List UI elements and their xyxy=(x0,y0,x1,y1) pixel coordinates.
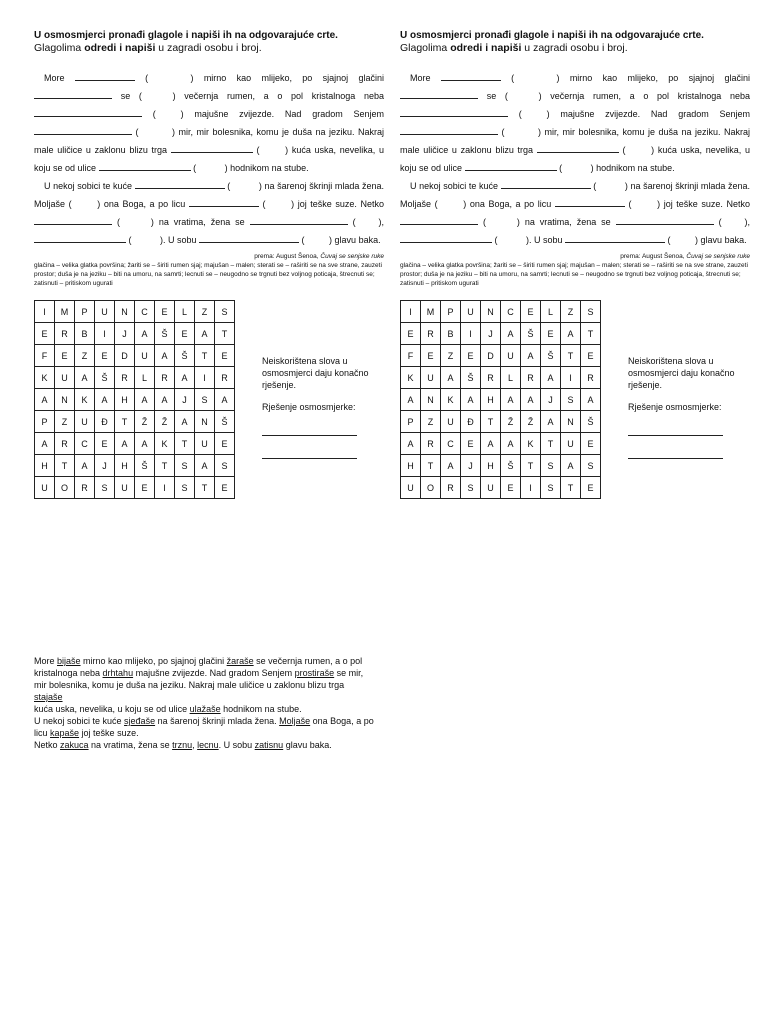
grid-cell[interactable]: O xyxy=(421,477,441,499)
grid-cell[interactable]: L xyxy=(135,367,155,389)
grid-cell[interactable]: R xyxy=(521,367,541,389)
solution-line-2[interactable] xyxy=(628,444,723,459)
word-search-area xyxy=(34,300,384,500)
grid-cell[interactable]: E xyxy=(461,433,481,455)
grid-cell[interactable]: U xyxy=(401,477,421,499)
grid-cell[interactable]: J xyxy=(481,323,501,345)
solution-line-1[interactable] xyxy=(628,421,723,436)
grid-cell[interactable]: I xyxy=(401,301,421,323)
grid-cell[interactable]: N xyxy=(481,301,501,323)
grid-cell[interactable]: A xyxy=(441,455,461,477)
grid-row xyxy=(35,433,235,455)
grid-cell[interactable]: H xyxy=(481,455,501,477)
answer-blank[interactable] xyxy=(189,197,259,207)
grid-cell[interactable]: Z xyxy=(75,345,95,367)
grid-cell[interactable]: J xyxy=(115,323,135,345)
grid-cell[interactable]: Š xyxy=(541,345,561,367)
grid-cell[interactable]: U xyxy=(35,477,55,499)
grid-cell[interactable]: T xyxy=(195,345,215,367)
grid-cell[interactable]: A xyxy=(501,323,521,345)
grid-cell[interactable]: Š xyxy=(95,367,115,389)
grid-cell[interactable]: C xyxy=(441,433,461,455)
answer-blank[interactable] xyxy=(34,215,112,225)
answer-blank[interactable] xyxy=(537,143,619,153)
grid-cell[interactable]: B xyxy=(441,323,461,345)
grid-cell[interactable]: E xyxy=(401,323,421,345)
grid-cell[interactable]: E xyxy=(581,345,601,367)
grid-cell[interactable]: S xyxy=(561,389,581,411)
grid-cell[interactable]: R xyxy=(421,323,441,345)
grid-cell[interactable]: Z xyxy=(561,301,581,323)
grid-cell[interactable]: N xyxy=(195,411,215,433)
grid-cell[interactable]: R xyxy=(215,367,235,389)
grid-cell[interactable]: E xyxy=(461,345,481,367)
grid-cell[interactable]: A xyxy=(75,367,95,389)
grid-cell[interactable]: K xyxy=(521,433,541,455)
grid-cell[interactable]: U xyxy=(75,411,95,433)
grid-row xyxy=(401,477,601,499)
grid-row xyxy=(35,367,235,389)
grid-cell[interactable]: K xyxy=(75,389,95,411)
answer-blank[interactable] xyxy=(400,215,478,225)
grid-cell[interactable]: R xyxy=(115,367,135,389)
word-search-area xyxy=(400,300,750,500)
grid-cell[interactable]: M xyxy=(55,301,75,323)
grid-cell[interactable]: E xyxy=(501,477,521,499)
answer-blank[interactable] xyxy=(34,125,132,135)
grid-cell[interactable]: Š xyxy=(175,345,195,367)
answer-blank[interactable] xyxy=(400,107,508,117)
grid-cell[interactable]: T xyxy=(155,455,175,477)
grid-cell[interactable]: A xyxy=(175,411,195,433)
glossary: glačina – velika glatka površina; žariti se – širiti rumen sjaj; majušan – malen; sterati se – raširiti se na sve strane, zauzeti prostor; duša je na jeziku – biti na umoru, na samrti; lecnuti se – neugodno se trgnuti bez voljnog poticaja, štrecnuti se; zatisnuti – pritiskom ugurati xyxy=(400,262,748,287)
grid-cell[interactable]: N xyxy=(561,411,581,433)
grid-cell[interactable]: A xyxy=(95,389,115,411)
grid-cell[interactable]: K xyxy=(155,433,175,455)
grid-cell[interactable]: R xyxy=(55,323,75,345)
grid-cell[interactable]: L xyxy=(541,301,561,323)
grid-cell[interactable]: E xyxy=(581,433,601,455)
worksheet-subtitle: Glagolima odredi i napiši u zagradi osobu i broj. xyxy=(34,42,262,54)
grid-cell[interactable]: J xyxy=(175,389,195,411)
grid-cell[interactable]: E xyxy=(175,323,195,345)
answer-blank[interactable] xyxy=(99,161,191,171)
grid-cell[interactable]: Ž xyxy=(521,411,541,433)
grid-cell[interactable]: E xyxy=(95,345,115,367)
grid-cell[interactable]: U xyxy=(195,433,215,455)
grid-cell[interactable]: E xyxy=(155,301,175,323)
grid-cell[interactable]: A xyxy=(501,389,521,411)
grid-cell[interactable]: S xyxy=(581,455,601,477)
grid-cell[interactable]: Š xyxy=(501,455,521,477)
grid-cell[interactable]: U xyxy=(561,433,581,455)
solution-line-1[interactable] xyxy=(262,421,357,436)
grid-cell[interactable]: I xyxy=(95,323,115,345)
grid-cell[interactable]: L xyxy=(501,367,521,389)
grid-cell[interactable]: Đ xyxy=(95,411,115,433)
grid-cell[interactable]: A xyxy=(35,433,55,455)
grid-cell[interactable]: D xyxy=(481,345,501,367)
grid-cell[interactable]: R xyxy=(481,367,501,389)
grid-cell[interactable]: A xyxy=(501,433,521,455)
grid-cell[interactable]: A xyxy=(561,455,581,477)
grid-cell[interactable]: I xyxy=(35,301,55,323)
answer-blank[interactable] xyxy=(34,233,126,243)
word-search-grid xyxy=(400,300,601,499)
grid-cell[interactable]: I xyxy=(195,367,215,389)
grid-cell[interactable]: K xyxy=(401,367,421,389)
grid-row xyxy=(401,301,601,323)
grid-row xyxy=(401,389,601,411)
grid-cell[interactable]: B xyxy=(75,323,95,345)
grid-cell[interactable]: A xyxy=(155,345,175,367)
grid-cell[interactable]: T xyxy=(581,323,601,345)
grid-cell[interactable]: E xyxy=(215,345,235,367)
grid-cell[interactable]: D xyxy=(115,345,135,367)
grid-cell[interactable]: S xyxy=(461,477,481,499)
grid-cell[interactable]: J xyxy=(461,455,481,477)
grid-row xyxy=(401,455,601,477)
grid-cell[interactable]: T xyxy=(421,455,441,477)
grid-cell[interactable]: Ž xyxy=(135,411,155,433)
grid-cell[interactable]: U xyxy=(461,301,481,323)
grid-cell[interactable]: A xyxy=(35,389,55,411)
grid-cell[interactable]: R xyxy=(55,433,75,455)
grid-cell[interactable]: P xyxy=(75,301,95,323)
grid-instructions: Neiskorištena slova u osmosmjerci daju konačno rješenje. Rješenje osmosmjerke: xyxy=(628,355,748,459)
grid-cell[interactable]: N xyxy=(421,389,441,411)
grid-row xyxy=(35,389,235,411)
grid-cell[interactable]: Š xyxy=(135,455,155,477)
grid-cell[interactable]: U xyxy=(135,345,155,367)
grid-cell[interactable]: U xyxy=(481,477,501,499)
answer-blank[interactable] xyxy=(75,71,135,81)
grid-cell[interactable]: A xyxy=(581,389,601,411)
grid-row xyxy=(35,411,235,433)
grid-cell[interactable]: Š xyxy=(155,323,175,345)
grid-cell[interactable]: T xyxy=(55,455,75,477)
worksheet-subtitle: Glagolima odredi i napiši u zagradi osobu i broj. xyxy=(400,42,628,54)
grid-cell[interactable]: S xyxy=(95,477,115,499)
grid-cell[interactable]: Ž xyxy=(155,411,175,433)
grid-cell[interactable]: T xyxy=(481,411,501,433)
grid-row xyxy=(35,301,235,323)
grid-cell[interactable]: T xyxy=(521,455,541,477)
grid-cell[interactable]: H xyxy=(115,389,135,411)
grid-row xyxy=(401,367,601,389)
answer-blank[interactable] xyxy=(400,89,478,99)
worksheet-left xyxy=(34,30,384,500)
answer-blank[interactable] xyxy=(400,233,492,243)
grid-cell[interactable]: O xyxy=(55,477,75,499)
grid-cell[interactable]: A xyxy=(215,389,235,411)
grid-cell[interactable]: P xyxy=(35,411,55,433)
grid-cell[interactable]: F xyxy=(35,345,55,367)
grid-cell[interactable]: A xyxy=(401,389,421,411)
worksheet-title: U osmosmjerci pronađi glagole i napiši ih na odgovarajuće crte. xyxy=(400,30,704,41)
grid-cell[interactable]: Š xyxy=(461,367,481,389)
grid-cell[interactable]: S xyxy=(581,301,601,323)
word-search-grid xyxy=(34,300,235,499)
grid-cell[interactable]: E xyxy=(135,477,155,499)
grid-cell[interactable]: E xyxy=(55,345,75,367)
grid-cell[interactable]: A xyxy=(195,455,215,477)
grid-cell[interactable]: E xyxy=(215,477,235,499)
answer-blank[interactable] xyxy=(565,233,665,243)
grid-cell[interactable]: C xyxy=(135,301,155,323)
grid-cell[interactable]: S xyxy=(195,389,215,411)
grid-cell[interactable]: E xyxy=(541,323,561,345)
grid-cell[interactable]: A xyxy=(541,411,561,433)
grid-cell[interactable]: A xyxy=(441,367,461,389)
grid-cell[interactable]: A xyxy=(401,433,421,455)
grid-cell[interactable]: I xyxy=(461,323,481,345)
answer-blank[interactable] xyxy=(465,161,557,171)
grid-cell[interactable]: R xyxy=(421,433,441,455)
grid-cell[interactable]: T xyxy=(115,411,135,433)
grid-cell[interactable]: U xyxy=(115,477,135,499)
answer-blank[interactable] xyxy=(441,71,501,81)
exercise-text: More ( ) mirno kao mlijeko, po sjajnoj glačini se ( ) večernja rumen, a o pol kristalnoga neba ( ) majušne zvijezde. Nad gradom Senjem ( ) mir, mir bolesnika, komu je duša na jeziku. Nakraj male uličice u zaklonu blizu trga ( ) kuća uska, nevelika, u koju se od ulice ( ) hodnikom na stube. U nekoj sobici te kuće ( ) na šarenoj škrinji mlada žena. Moljaše ( ) ona Boga, a po licu ( ) joj teške suze. Netko ( ) na vratima, žena se ( ), ( ). U sobu ( ) glavu baka. xyxy=(400,73,751,245)
grid-row xyxy=(401,433,601,455)
source-citation: prema: August Šenoa, Čuvaj se senjske ruke xyxy=(254,253,384,260)
answer-blank[interactable] xyxy=(34,107,142,117)
grid-cell[interactable]: T xyxy=(195,477,215,499)
grid-cell[interactable]: A xyxy=(561,323,581,345)
grid-cell[interactable]: U xyxy=(441,411,461,433)
grid-cell[interactable]: Ž xyxy=(501,411,521,433)
grid-row xyxy=(35,455,235,477)
glossary: glačina – velika glatka površina; žariti se – širiti rumen sjaj; majušan – malen; sterati se – raširiti se na sve strane, zauzeti prostor; duša je na jeziku – biti na umoru, na samrti; lecnuti se – neugodno se trgnuti bez voljnog poticaja, štrecnuti se; zatisnuti – pritiskom ugurati xyxy=(34,262,382,287)
grid-cell[interactable]: T xyxy=(561,345,581,367)
grid-cell[interactable]: S xyxy=(541,477,561,499)
grid-cell[interactable]: E xyxy=(215,433,235,455)
source-citation: prema: August Šenoa, Čuvaj se senjske ruke xyxy=(620,253,750,260)
grid-cell[interactable]: S xyxy=(175,477,195,499)
grid-cell[interactable]: A xyxy=(195,323,215,345)
grid-cell[interactable]: Š xyxy=(521,323,541,345)
grid-cell[interactable]: E xyxy=(581,477,601,499)
grid-cell[interactable]: C xyxy=(501,301,521,323)
grid-cell[interactable]: R xyxy=(441,477,461,499)
solution-line-2[interactable] xyxy=(262,444,357,459)
worksheet-title: U osmosmjerci pronađi glagole i napiši ih na odgovarajuće crte. xyxy=(34,30,338,41)
answer-blank[interactable] xyxy=(171,143,253,153)
grid-cell[interactable]: U xyxy=(501,345,521,367)
answer-key: More bijaše mirno kao mlijeko, po sjajnoj glačini žaraše se večernja rumen, a o pol kristalnoga neba drhtahu majušne zvijezde. Nad gradom Senjem prostiraše se mir, mir bolesnika, komu je duša na jeziku. Nakraj male uličice u zaklonu blizu trga stajaše kuća uska, nevelika, u koju se od ulice ulažaše hodnikom na stube. U nekoj sobici te kuće sjeđaše na šarenoj škrinji mlada žena. Moljaše ona Boga, a po licu kapaše joj teške suze. Netko zakuca na vratima, žena se trznu, lecnu. U sobu zatisnu glavu baka. xyxy=(34,656,374,750)
grid-cell[interactable]: J xyxy=(95,455,115,477)
grid-cell[interactable]: Z xyxy=(55,411,75,433)
grid-cell[interactable]: K xyxy=(35,367,55,389)
grid-cell[interactable]: Z xyxy=(441,345,461,367)
grid-cell[interactable]: A xyxy=(135,389,155,411)
grid-cell[interactable]: L xyxy=(175,301,195,323)
grid-cell[interactable]: E xyxy=(35,323,55,345)
grid-cell[interactable]: E xyxy=(421,345,441,367)
grid-cell[interactable]: C xyxy=(75,433,95,455)
grid-cell[interactable]: A xyxy=(541,367,561,389)
grid-instructions: Neiskorištena slova u osmosmjerci daju konačno rješenje. Rješenje osmosmjerke: xyxy=(262,355,382,459)
grid-cell[interactable]: M xyxy=(421,301,441,323)
answer-blank[interactable] xyxy=(616,215,714,225)
grid-cell[interactable]: A xyxy=(115,433,135,455)
grid-row xyxy=(35,345,235,367)
grid-cell[interactable]: Š xyxy=(581,411,601,433)
grid-cell[interactable]: I xyxy=(521,477,541,499)
grid-cell[interactable]: A xyxy=(155,389,175,411)
grid-cell[interactable]: A xyxy=(175,367,195,389)
grid-cell[interactable]: I xyxy=(561,367,581,389)
grid-cell[interactable]: R xyxy=(581,367,601,389)
grid-cell[interactable]: R xyxy=(75,477,95,499)
answer-blank[interactable] xyxy=(135,179,225,189)
grid-cell[interactable]: R xyxy=(155,367,175,389)
grid-cell[interactable]: A xyxy=(135,433,155,455)
grid-cell[interactable]: H xyxy=(35,455,55,477)
grid-cell[interactable]: H xyxy=(115,455,135,477)
grid-cell[interactable]: U xyxy=(421,367,441,389)
grid-cell[interactable]: S xyxy=(215,455,235,477)
grid-cell[interactable]: N xyxy=(55,389,75,411)
grid-cell[interactable]: Z xyxy=(421,411,441,433)
grid-cell[interactable]: Đ xyxy=(461,411,481,433)
grid-cell[interactable]: Z xyxy=(195,301,215,323)
grid-cell[interactable]: J xyxy=(541,389,561,411)
grid-cell[interactable]: S xyxy=(215,301,235,323)
worksheet-right xyxy=(400,30,750,500)
grid-cell[interactable]: F xyxy=(401,345,421,367)
grid-cell[interactable]: E xyxy=(521,301,541,323)
grid-cell[interactable]: K xyxy=(441,389,461,411)
grid-row xyxy=(35,323,235,345)
grid-cell[interactable]: U xyxy=(95,301,115,323)
grid-cell[interactable]: N xyxy=(115,301,135,323)
grid-row xyxy=(35,477,235,499)
grid-cell[interactable]: A xyxy=(481,433,501,455)
answer-blank[interactable] xyxy=(555,197,625,207)
grid-cell[interactable]: I xyxy=(155,477,175,499)
grid-cell[interactable]: A xyxy=(135,323,155,345)
answer-blank[interactable] xyxy=(199,233,299,243)
grid-cell[interactable]: A xyxy=(461,389,481,411)
grid-cell[interactable]: A xyxy=(521,389,541,411)
grid-cell[interactable]: A xyxy=(521,345,541,367)
answer-blank[interactable] xyxy=(34,89,112,99)
grid-cell[interactable]: T xyxy=(175,433,195,455)
grid-cell[interactable]: U xyxy=(55,367,75,389)
grid-row xyxy=(401,411,601,433)
grid-cell[interactable]: Š xyxy=(215,411,235,433)
grid-cell[interactable]: H xyxy=(481,389,501,411)
grid-cell[interactable]: P xyxy=(441,301,461,323)
grid-cell[interactable]: E xyxy=(95,433,115,455)
grid-cell[interactable]: A xyxy=(75,455,95,477)
answer-blank[interactable] xyxy=(501,179,591,189)
grid-cell[interactable]: T xyxy=(561,477,581,499)
grid-row xyxy=(401,323,601,345)
grid-cell[interactable]: P xyxy=(401,411,421,433)
answer-blank[interactable] xyxy=(400,125,498,135)
exercise-text: More ( ) mirno kao mlijeko, po sjajnoj glačini se ( ) večernja rumen, a o pol kristalnoga neba ( ) majušne zvijezde. Nad gradom Senjem ( ) mir, mir bolesnika, komu je duša na jeziku. Nakraj male uličice u zaklonu blizu trga ( ) kuća uska, nevelika, u koju se od ulice ( ) hodnikom na stube. U nekoj sobici te kuće ( ) na šarenoj škrinji mlada žena. Moljaše ( ) ona Boga, a po licu ( ) joj teške suze. Netko ( ) na vratima, žena se ( ), ( ). U sobu ( ) glavu baka. xyxy=(34,73,385,245)
grid-cell[interactable]: T xyxy=(215,323,235,345)
grid-row xyxy=(401,345,601,367)
answer-blank[interactable] xyxy=(250,215,348,225)
grid-cell[interactable]: T xyxy=(541,433,561,455)
grid-cell[interactable]: S xyxy=(175,455,195,477)
grid-cell[interactable]: H xyxy=(401,455,421,477)
grid-cell[interactable]: S xyxy=(541,455,561,477)
